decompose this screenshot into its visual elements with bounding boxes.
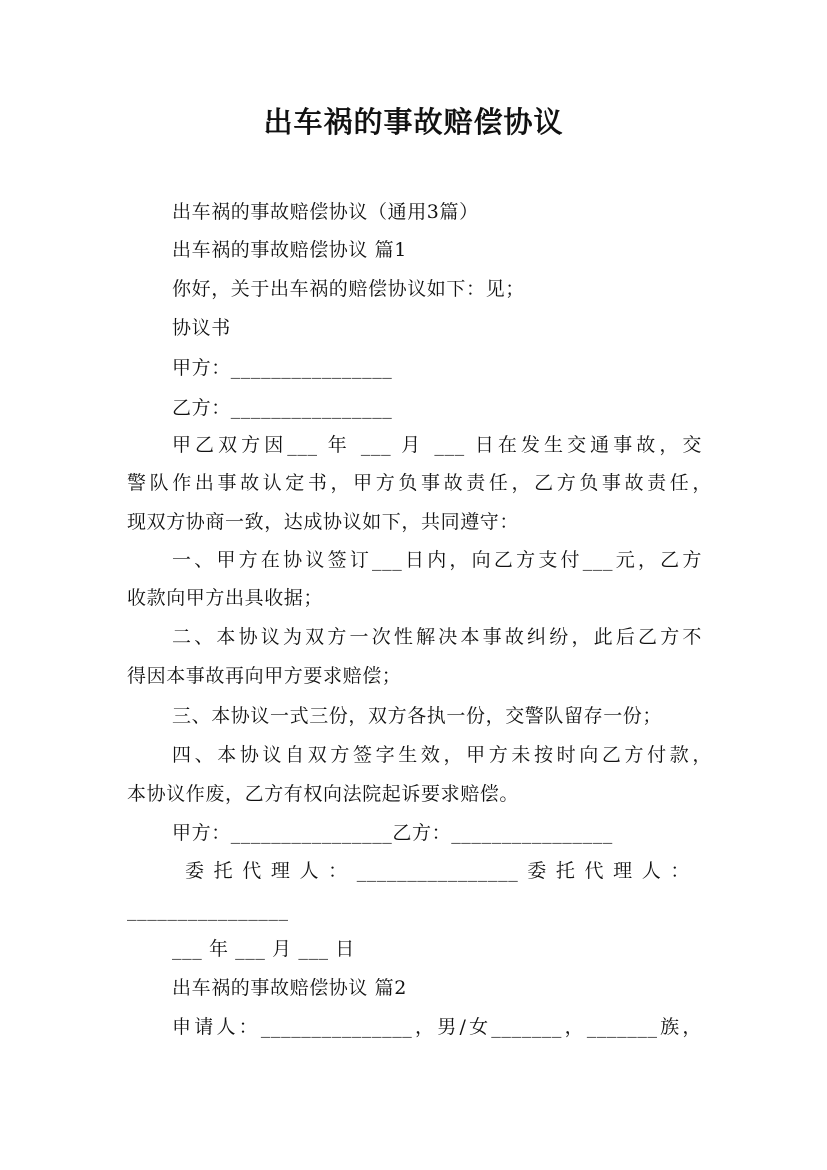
signature-line: 甲方：________________乙方：________________ (172, 822, 613, 844)
clause-2-line: 得因本事故再向甲方要求赔偿； (127, 665, 402, 687)
paragraph-line: 甲乙双方因___ 年 ___ 月 ___ 日在发生交通事故，交 (172, 434, 702, 456)
paragraph-line: 现双方协商一致，达成协议如下，共同遵守： (127, 511, 520, 533)
clause-1-line: 收款向甲方出具收据； (127, 587, 324, 609)
paragraph-line: 警队作出事故认定书，甲方负事故责任，乙方负事故责任， (127, 472, 712, 494)
section-heading-1: 出车祸的事故赔偿协议 篇1 (172, 239, 407, 261)
clause-4-line: 四、本协议自双方签字生效，甲方未按时向乙方付款， (172, 744, 712, 766)
document-title: 出车祸的事故赔偿协议 (263, 105, 564, 139)
agent-signature-blank: ________________ (127, 899, 289, 921)
date-line: ___ 年 ___ 月 ___ 日 (172, 938, 355, 960)
applicant-line: 申请人：_______________，男/女_______，_______族， (172, 1016, 702, 1038)
clause-4-line: 本协议作废，乙方有权向法院起诉要求赔偿。 (127, 783, 520, 805)
party-b-line: 乙方：________________ (172, 397, 393, 419)
clause-2-line: 二、本协议为双方一次性解决本事故纠纷，此后乙方不 (172, 626, 702, 648)
agreement-heading: 协议书 (172, 317, 231, 339)
party-a-line: 甲方：________________ (172, 357, 393, 379)
section-heading-2: 出车祸的事故赔偿协议 篇2 (172, 977, 407, 999)
clause-1-line: 一、甲方在协议签订___日内，向乙方支付___元，乙方 (172, 549, 702, 571)
subtitle-line: 出车祸的事故赔偿协议（通用3篇） (172, 201, 479, 223)
paragraph-line: 你好，关于出车祸的赔偿协议如下：见； (172, 278, 525, 300)
clause-3-line: 三、本协议一式三份，双方各执一份，交警队留存一份； (172, 705, 663, 727)
agent-signature-line: 委托代理人：________________委托代理人： (185, 860, 690, 882)
